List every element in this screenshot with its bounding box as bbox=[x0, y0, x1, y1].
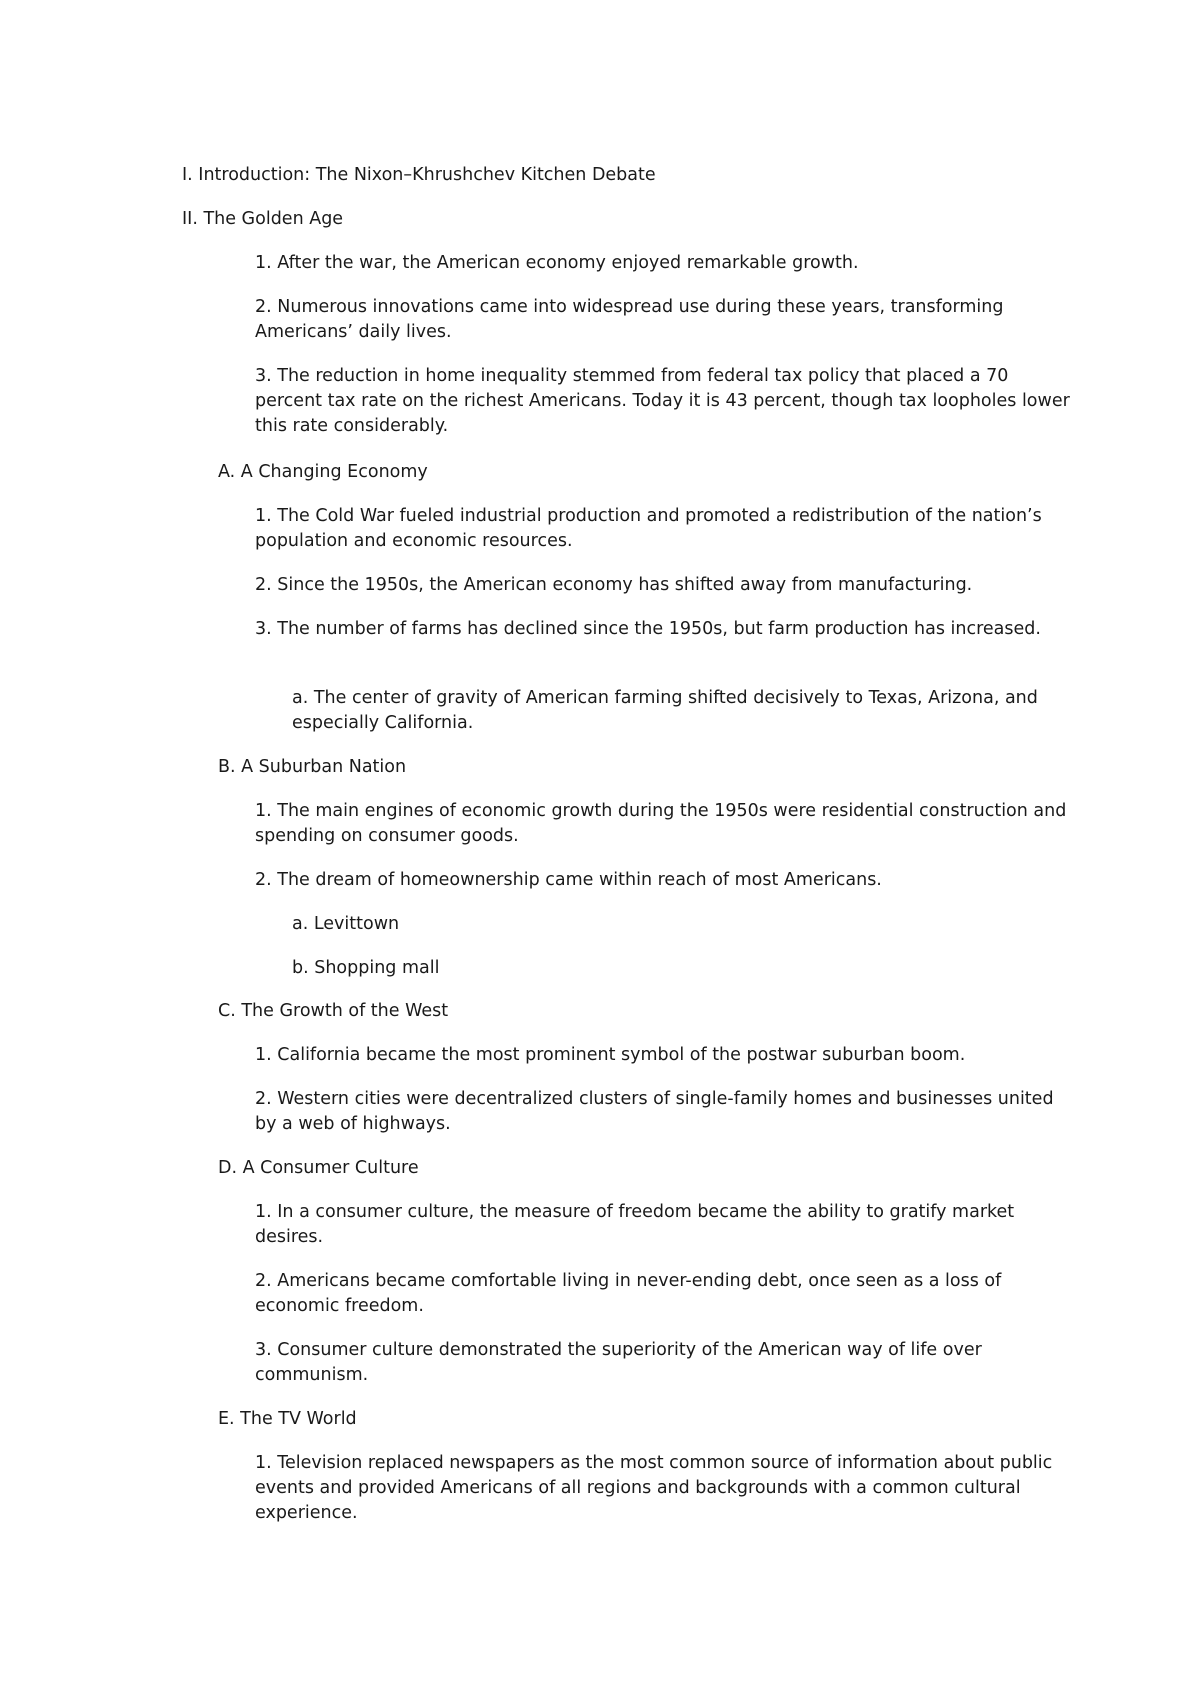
outline-point: 2. Numerous innovations came into widespread use during these years, transforming Americans’ daily lives. bbox=[255, 297, 1004, 342]
outline-point: 2. Western cities were decentralized clusters of single-family homes and businesses united by a web of highways. bbox=[255, 1089, 1054, 1134]
outline-section: B. A Suburban Nation bbox=[218, 757, 407, 777]
outline-section: E. The TV World bbox=[218, 1409, 357, 1429]
outline-point: 1. The main engines of economic growth during the 1950s were residential construction and spending on consumer goods. bbox=[255, 801, 1067, 846]
outline-section: C. The Growth of the West bbox=[218, 1001, 449, 1021]
outline-point: 1. The Cold War fueled industrial production and promoted a redistribution of the nation’s population and economic resources. bbox=[255, 506, 1042, 551]
outline-point: 1. In a consumer culture, the measure of freedom became the ability to gratify market desires. bbox=[255, 1202, 1015, 1247]
outline-section: D. A Consumer Culture bbox=[218, 1158, 419, 1178]
outline-subpoint: a. Levittown bbox=[292, 914, 400, 934]
outline-subpoint: a. The center of gravity of American farming shifted decisively to Texas, Arizona, and especially California. bbox=[292, 688, 1038, 733]
outline-point: 3. Consumer culture demonstrated the superiority of the American way of life over communism. bbox=[255, 1340, 982, 1385]
outline-point: 2. The dream of homeownership came within reach of most Americans. bbox=[255, 870, 882, 890]
outline-point: 1. California became the most prominent symbol of the postwar suburban boom. bbox=[255, 1045, 966, 1065]
outline-heading: I. Introduction: The Nixon–Khrushchev Kitchen Debate bbox=[182, 165, 656, 185]
outline-point: 3. The reduction in home inequality stemmed from federal tax policy that placed a 70 percent tax rate on the richest Americans. Today it is 43 percent, though tax loopholes lower this rate considerably. bbox=[255, 366, 1070, 436]
outline-point: 2. Since the 1950s, the American economy has shifted away from manufacturing. bbox=[255, 575, 973, 595]
outline-point: 1. Television replaced newspapers as the most common source of information about public events and provided Americans of all regions and backgrounds with a common cultural experience. bbox=[255, 1453, 1053, 1523]
outline-point: 3. The number of farms has declined since the 1950s, but farm production has increased. bbox=[255, 619, 1041, 639]
outline-subpoint: b. Shopping mall bbox=[292, 958, 440, 978]
outline-heading: II. The Golden Age bbox=[182, 209, 344, 229]
outline-point: 1. After the war, the American economy enjoyed remarkable growth. bbox=[255, 253, 859, 273]
outline-section: A. A Changing Economy bbox=[218, 462, 428, 482]
outline-point: 2. Americans became comfortable living in never-ending debt, once seen as a loss of economic freedom. bbox=[255, 1271, 1002, 1316]
